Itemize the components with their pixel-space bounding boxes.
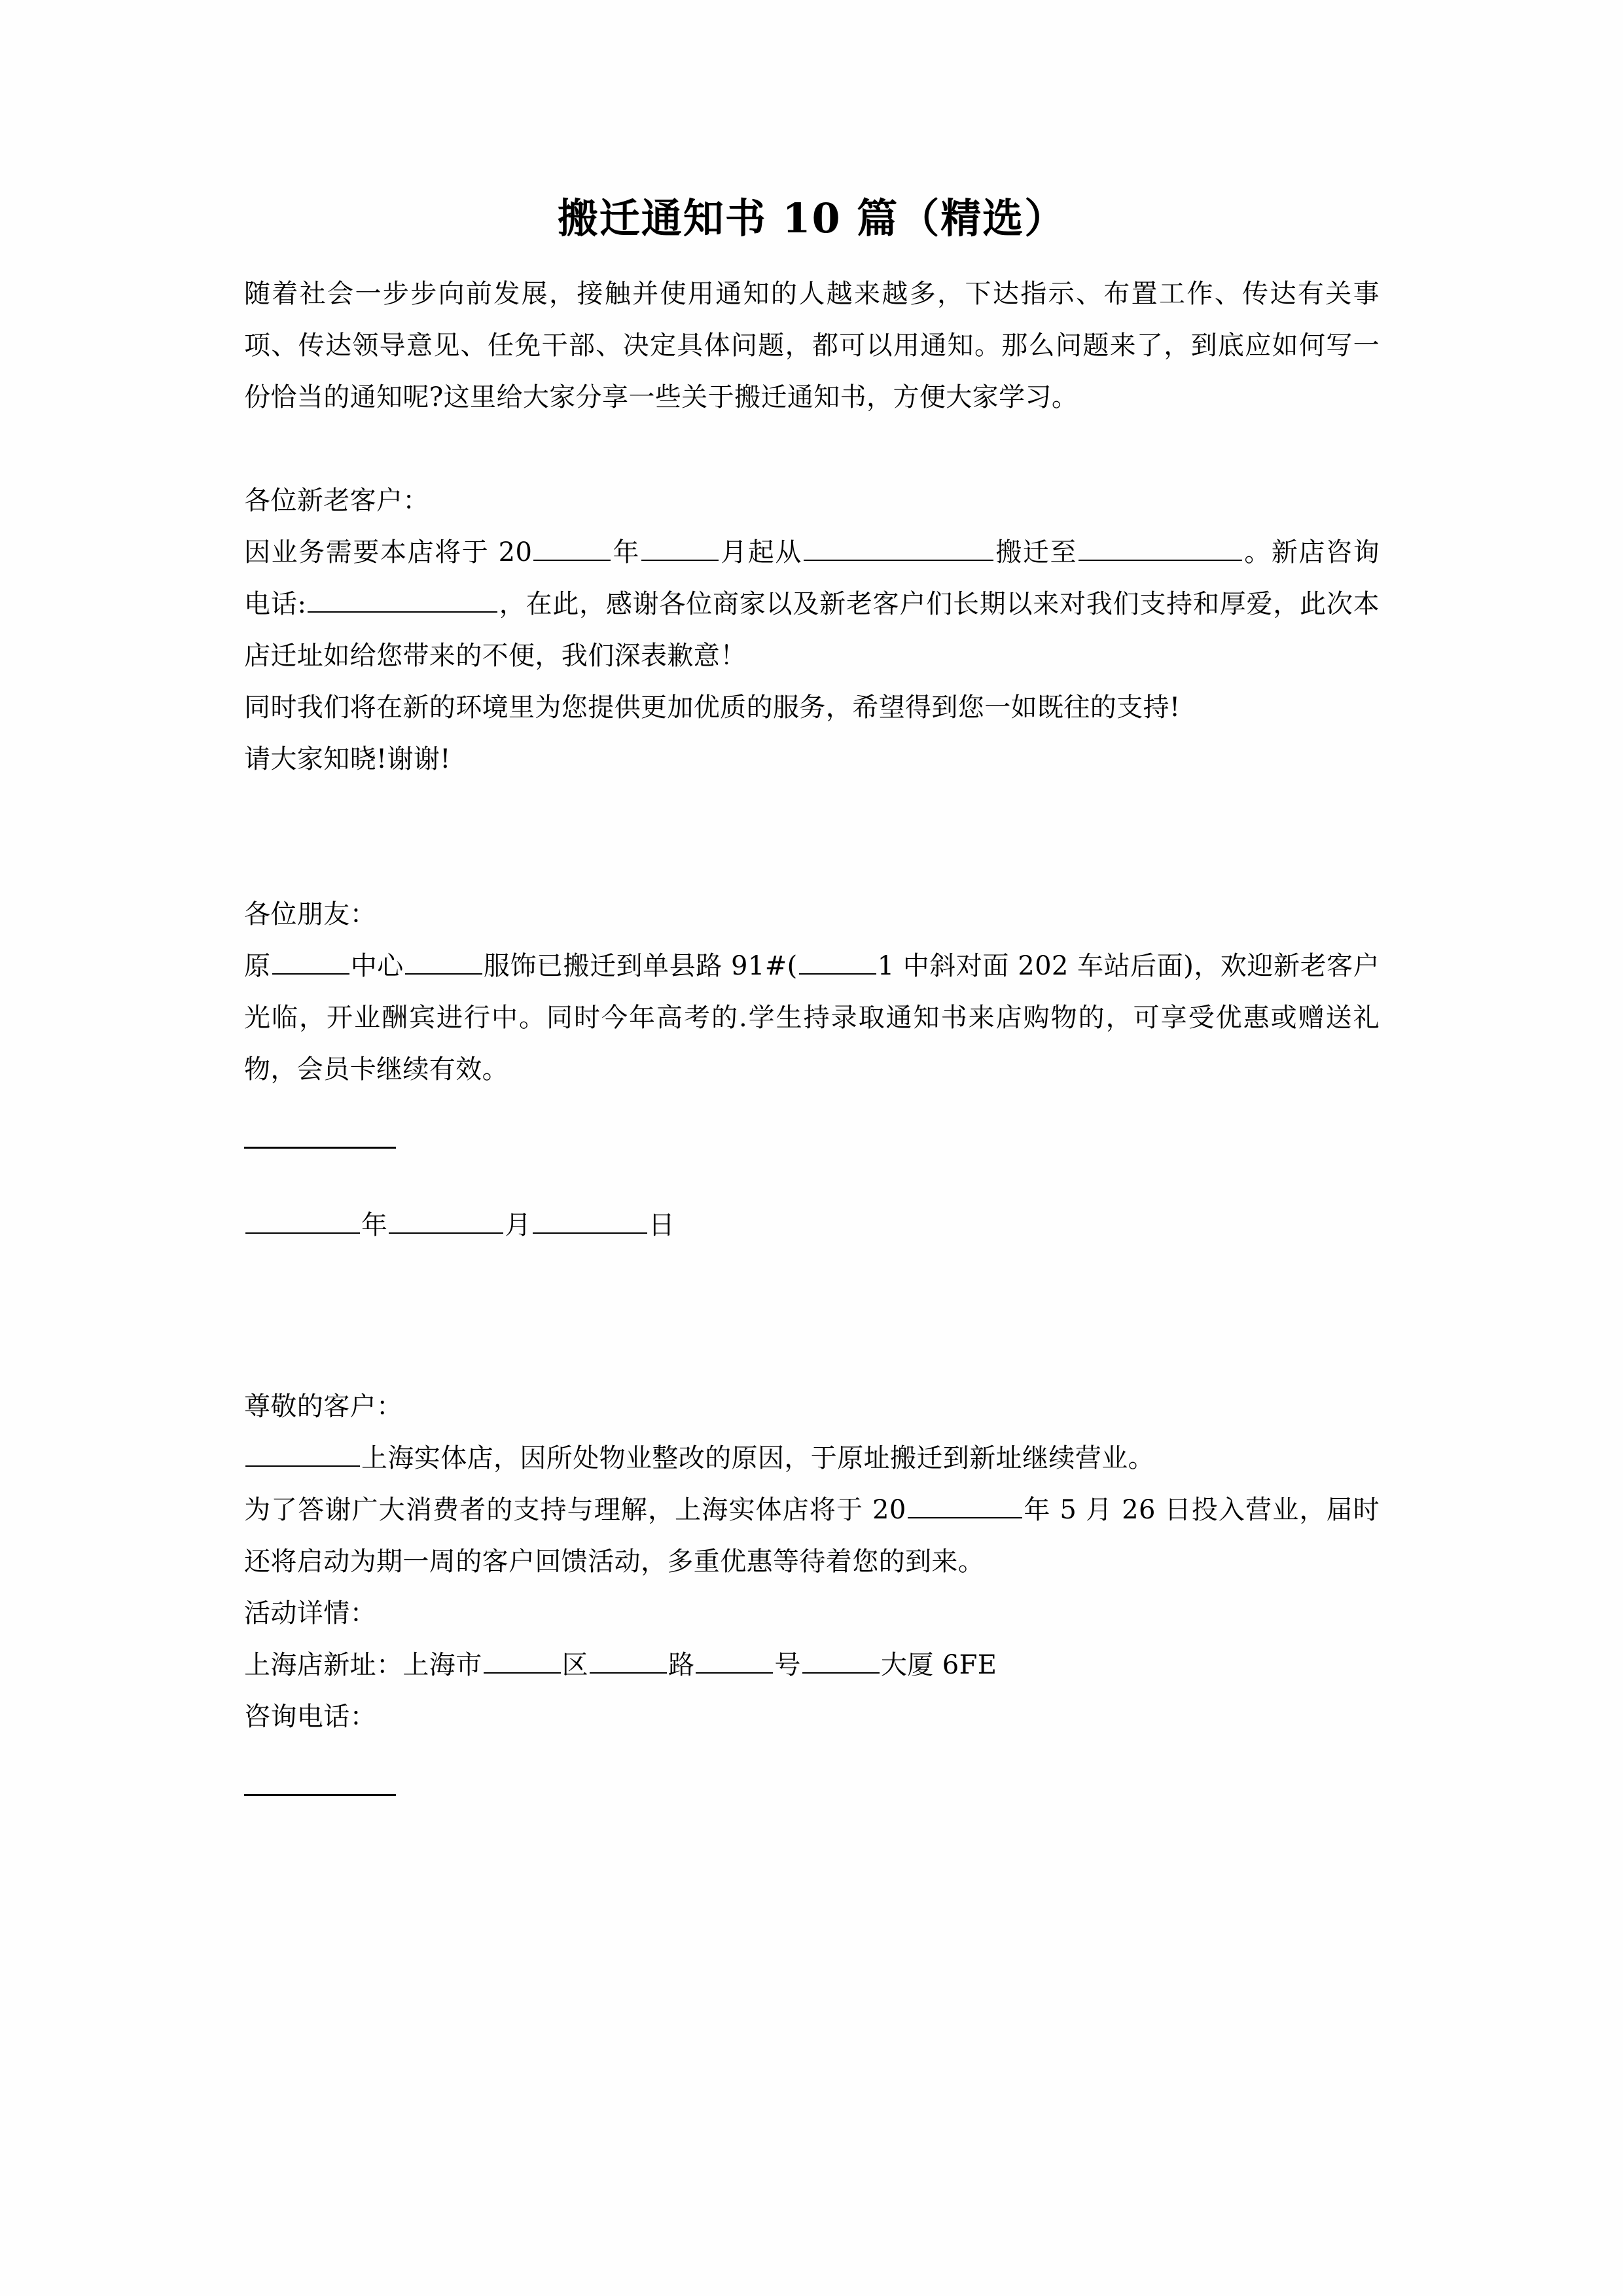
- section-2-text-c: 服饰已搬迁到单县路 91#(: [483, 950, 798, 981]
- section-2-salutation: 各位朋友：: [244, 899, 376, 929]
- section-3-text-g: 号: [774, 1649, 801, 1680]
- blank-old-address[interactable]: [804, 535, 993, 561]
- blank-date-year[interactable]: [245, 1208, 360, 1234]
- section-2-text-a: 原: [244, 950, 271, 981]
- section-gap: [244, 423, 1380, 475]
- blank-landmark[interactable]: [799, 948, 876, 975]
- blank-new-address[interactable]: [1079, 535, 1242, 561]
- blank-center-prefix[interactable]: [272, 948, 349, 975]
- section-1-text-c: 月起从: [720, 537, 803, 567]
- section-3-closing-line: [244, 1769, 1380, 1821]
- blank-phone[interactable]: [308, 586, 497, 613]
- section-3-phone-label: 咨询电话：: [244, 1701, 376, 1732]
- blank-month[interactable]: [641, 535, 719, 561]
- section-1-body-2: 同时我们将在新的环境里为您提供更加优质的服务，希望得到您一如既往的支持!: [244, 692, 1181, 723]
- section-3-body-1: [244, 1433, 1380, 1484]
- section-2-signature-line: [244, 1122, 1380, 1174]
- page-title: 搬迁通知书 10 篇（精选）: [557, 194, 1067, 242]
- section-3-text-a: 上海实体店，因所处物业整改的原因，于原址搬迁到新址继续营业。: [361, 1443, 1154, 1473]
- section-3-activity-heading: 活动详情：: [244, 1598, 376, 1628]
- blank-store-name[interactable]: [245, 1441, 360, 1467]
- section-gap: [244, 1278, 1380, 1381]
- section-3-text-f: 路: [668, 1649, 695, 1680]
- section-1-text-f: ，在此，感谢各位商家以及新老客户们长期以来对我们支持和厚爱，此次本店迁址如给您带来的不便，我们深表歉意！: [244, 588, 1380, 671]
- blank-center-suffix[interactable]: [405, 948, 482, 975]
- section-3-text-h: 大厦 6FE: [880, 1649, 997, 1680]
- section-3-text-c: 年 5 月 26 日投入营业，届时还将启动为期一周的客户回馈活动，多重优惠等待着您的到来。: [244, 1494, 1380, 1577]
- section-2-date-line: [244, 1200, 1380, 1251]
- section-3-address-line: [244, 1640, 1380, 1691]
- section-1-salutation: 各位新老客户：: [244, 485, 429, 516]
- blank-number[interactable]: [696, 1647, 773, 1674]
- blank-date-day[interactable]: [533, 1208, 647, 1234]
- section-1-text-a: 因业务需要本店将于 20: [244, 537, 533, 567]
- section-2-text-b: 中心: [350, 950, 404, 981]
- blank-open-year[interactable]: [908, 1492, 1022, 1518]
- section-2-body-1: [244, 941, 1380, 1096]
- blank-building[interactable]: [802, 1647, 880, 1674]
- section-1-text-e: 。新店咨询电话:: [244, 537, 1380, 619]
- section-3-text-e: 区: [562, 1649, 589, 1680]
- date-day-label: 日: [648, 1210, 675, 1240]
- section-3-text-b: 为了答谢广大消费者的支持与理解，上海实体店将于 20: [244, 1494, 906, 1525]
- document-content: [244, 177, 1380, 1821]
- paragraph-gap: [244, 1096, 1380, 1122]
- section-1-text-d: 搬迁至: [995, 537, 1078, 567]
- section-gap: [244, 785, 1380, 889]
- section-2-text-d: 1 中斜对面 202 车站后面)，欢迎新老客户光临，开业酬宾进行中。同时今年高考的.学生持录取通知书来店购物的，可享受优惠或赠送礼物，会员卡继续有效。: [244, 950, 1380, 1085]
- blank-road[interactable]: [590, 1647, 667, 1674]
- blank-year[interactable]: [533, 535, 611, 561]
- blank-district[interactable]: [484, 1647, 561, 1674]
- section-1-body-3: 请大家知晓!谢谢!: [244, 744, 451, 774]
- section-3-body-2: [244, 1484, 1380, 1588]
- section-1-body-1: [244, 527, 1380, 682]
- paragraph-gap: [244, 1743, 1380, 1769]
- closing-rule[interactable]: [244, 1794, 396, 1796]
- intro-paragraph: 随着社会一步步向前发展，接触并使用通知的人越来越多，下达指示、布置工作、传达有关事项、传达领导意见、任免干部、决定具体问题，都可以用通知。那么问题来了，到底应如何写一份恰当的通知呢?这里给大家分享一些关于搬迁通知书，方便大家学习。: [244, 278, 1380, 412]
- section-3-salutation: 尊敬的客户：: [244, 1391, 403, 1422]
- blank-date-month[interactable]: [389, 1208, 503, 1234]
- section-3-text-d: 上海店新址：上海市: [244, 1649, 482, 1680]
- signature-rule[interactable]: [244, 1147, 396, 1149]
- date-month-label: 月: [505, 1210, 531, 1240]
- section-1-text-b: 年: [612, 537, 641, 567]
- date-year-label: 年: [361, 1210, 388, 1240]
